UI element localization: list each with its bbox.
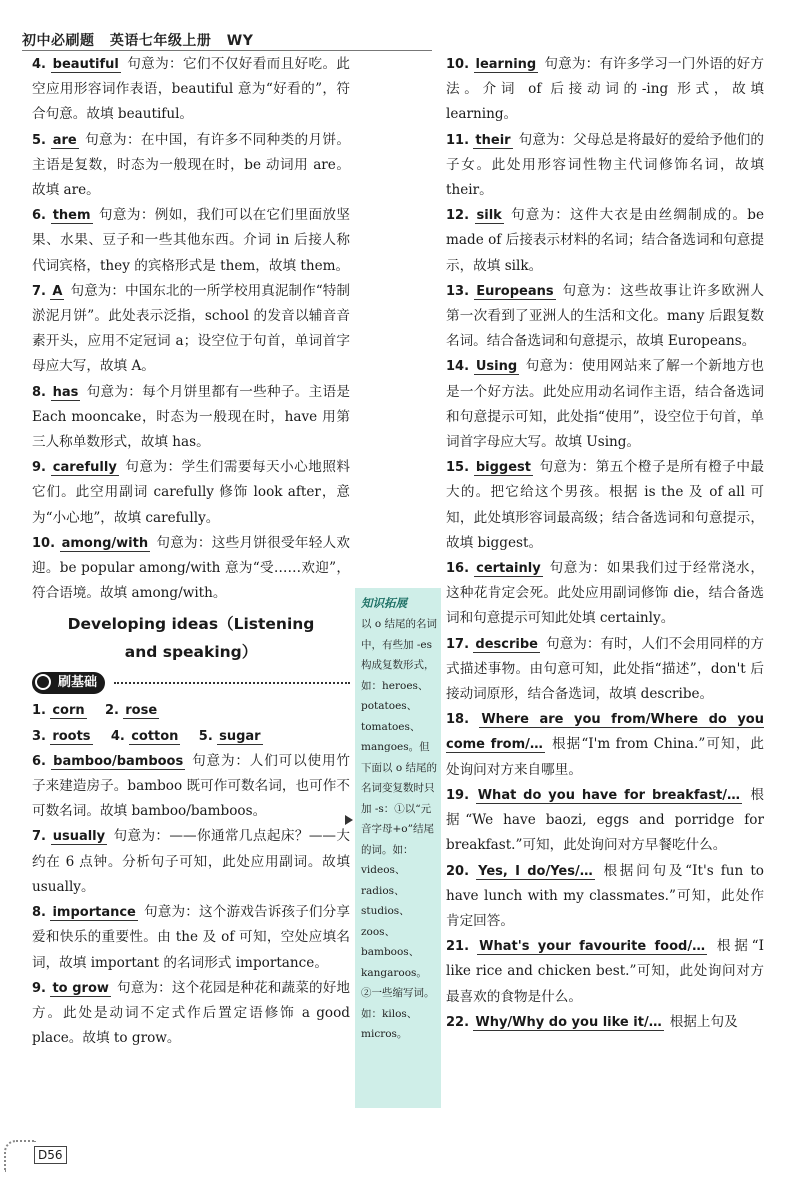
entry-number: 8. — [32, 905, 46, 921]
entry-explanation: 句意为：有时，人们不会用同样的方式描述事物。由句意可知，此处指“描述”，don't 后接动词原形，结合备选词，故填 describe。 — [446, 635, 764, 703]
entry-number: 20. — [446, 863, 470, 879]
entry-answer: learning — [475, 57, 537, 72]
entry-answer: Using — [475, 359, 518, 375]
right-column — [446, 52, 764, 1035]
answer-entry — [446, 934, 764, 1010]
entry-number: 19. — [446, 787, 470, 803]
entry-answer: Europeans — [476, 283, 554, 299]
subject-title: 英语七年级上册 — [109, 33, 212, 49]
entry-explanation: 句意为：这些月饼很受年轻人欢迎。be popular among/with 意为“受……欢迎”，符合语境。故填 among/with。 — [32, 534, 350, 602]
basics-row-2: 3. roots 4. cotton 5. sugar — [32, 728, 261, 744]
entry-number: 10. — [32, 535, 56, 551]
answer-entry — [32, 52, 350, 128]
sidebar-title: 知识拓展 — [361, 596, 407, 610]
sidebar-body: 以 o 结尾的名词中，有些加 -es 构成复数形式，如：heroes、potatoes、tomatoes、mangoes。但下面以 o 结尾的名词变复数时只加 -s：①以“元音字母+o”结尾的词。如：videos、radios、studios、zoos、bamboos、kangaroos。②一些缩写词。如：kilos、micros。 — [361, 618, 437, 1040]
entry-explanation: 句意为：第五个橙子是所有橙子中最大的。把它给这个男孩。根据 is the 及 of all 可知，此处填形容词最高级；结合备选词和句意提示，故填 biggest。 — [446, 459, 764, 551]
entry-number: 14. — [446, 359, 470, 375]
entry-number: 7. — [32, 283, 46, 299]
entry-answer: beautiful — [52, 57, 119, 72]
entry-answer: describe — [475, 636, 538, 652]
entry-answer: Why/Why do you like it/… — [475, 1014, 662, 1030]
answer-entry — [446, 783, 764, 859]
answer-entry — [32, 900, 350, 976]
entry-number: 10. — [446, 57, 470, 72]
answer-entry — [32, 128, 350, 204]
entry-number: 5. — [32, 132, 46, 148]
entry-explanation: 句意为：每个月饼里都有一些种子。主语是 Each mooncake，时态为一般现在时，have 用第三人称单数形式，故填 has。 — [32, 383, 350, 451]
entry-number: 8. — [32, 384, 46, 400]
answer-entry — [446, 632, 764, 708]
entry-explanation: 根据问句及“It's fun to have lunch with my classmates.”可知，此处作肯定回答。 — [446, 862, 764, 929]
entry-explanation: 句意为：在中国，有许多不同种类的月饼。主语是复数，时态为一般现在时，be 动词用 are。故填 are。 — [32, 131, 351, 199]
entry-answer: has — [52, 384, 79, 400]
entry-number: 17. — [446, 636, 470, 652]
entry-number: 22. — [446, 1014, 470, 1030]
entry-number: 18. — [446, 712, 470, 728]
entry-answer: importance — [52, 905, 136, 921]
answer-entry — [32, 455, 350, 531]
entry-explanation: 句意为：使用网站来了解一个新地方也是一个好方法。此处应用动名词作主语，结合备选词和句意提示可知，此处指“使用”，设空位于句首，单词首字母应大写。故填 Using。 — [446, 358, 764, 451]
entry-explanation: 根据“I'm from China.”可知，此处询问对方来自哪里。 — [446, 736, 764, 778]
entry-explanation: 句意为：——你通常几点起床？——大约在 6 点钟。分析句子可知，此处应用副词。故填 usually。 — [32, 828, 351, 895]
answer-entry — [446, 52, 764, 128]
entry-explanation: 根据“I like rice and chicken best.”可知，此处询问对方最喜欢的食物是什么。 — [446, 938, 764, 1005]
header-rule — [22, 50, 432, 51]
entry-number: 21. — [446, 939, 470, 955]
entry-explanation: 句意为：中国东北的一所学校用真泥制作“特制淤泥月饼”。此处表示泛指，school 的发音以辅音音素开头，应用不定冠词 a；设空位于句首，单词首字母应大写，故填 A。 — [32, 282, 350, 375]
entry-answer: certainly — [476, 561, 541, 577]
entry-answer: them — [52, 208, 91, 224]
basics-badge: 刷基础 — [32, 672, 105, 694]
answer-entry — [446, 128, 764, 204]
entry-explanation: 句意为：如果我们过于经常浇水，这种花肯定会死。此处应用副词修饰 die，结合备选词和句意提示可知此处填 certainly。 — [446, 560, 765, 627]
dotted-divider — [114, 682, 350, 684]
entry-number: 11. — [446, 132, 470, 148]
entry-number: 4. — [32, 57, 46, 72]
entry-number: 6. — [32, 208, 46, 224]
entry-number: 13. — [446, 283, 470, 299]
left-column — [32, 52, 350, 1051]
entry-number: 9. — [32, 980, 46, 996]
corner-decoration — [4, 1140, 36, 1172]
answer-entry — [446, 455, 764, 556]
entry-explanation: 根据上句及 — [669, 1013, 738, 1030]
answer-entry — [446, 203, 764, 279]
basics-badge-row — [32, 670, 350, 696]
book-title: 初中必刷题 — [22, 33, 95, 49]
entry-answer: biggest — [475, 460, 531, 476]
answer-entry — [446, 354, 764, 455]
knowledge-sidebar — [355, 588, 441, 1108]
entry-number: 9. — [32, 460, 46, 476]
pencil-circle-icon — [35, 674, 51, 690]
entry-answer: their — [475, 132, 511, 148]
entry-explanation: 句意为：这件大衣是由丝绸制成的。be made of 后接表示材料的名词；结合备选词和句意提示，故填 silk。 — [446, 207, 764, 274]
page-number: D56 — [34, 1146, 67, 1164]
entry-answer: carefully — [52, 460, 117, 476]
entry-answer: silk — [476, 208, 502, 224]
entry-answer: usually — [52, 829, 106, 845]
answer-entry — [32, 976, 350, 1052]
entry-explanation: 句意为：这个花园是种花和蔬菜的好地方。此处是动词不定式作后置定语修饰 a good place。故填 to grow。 — [32, 979, 350, 1047]
entry-explanation: 句意为：它们不仅好看而且好吃。此空应用形容词作表语，beautiful 意为“好看的”，符合句意。故填 beautiful。 — [32, 56, 351, 123]
entry-answer: are — [52, 132, 77, 148]
entry-number: 16. — [446, 561, 470, 577]
entry-explanation: 句意为：学生们需要每天小心地照料它们。此空用副词 carefully 修饰 look after，意为“小心地”，故填 carefully。 — [32, 459, 351, 526]
entry-number: 15. — [446, 460, 470, 476]
edition-label: WY — [226, 33, 254, 49]
answer-entry — [446, 556, 764, 632]
answer-entry — [446, 1010, 764, 1035]
sidebar-pointer-icon — [345, 815, 353, 825]
answer-entry — [32, 279, 350, 380]
entry-explanation: 句意为：例如，我们可以在它们里面放坚果、水果、豆子和一些其他东西。介词 in 后接人称代词宾格，they 的宾格形式是 them，故填 them。 — [32, 207, 350, 274]
answer-entry — [32, 531, 350, 607]
entry-answer: among/with — [61, 535, 149, 551]
answer-entry — [446, 279, 764, 355]
entry-explanation: 根据“We have baozi, eggs and porridge for breakfast.”可知，此处询问对方早餐吃什么。 — [446, 786, 764, 854]
entry-answer: bamboo/bamboos — [53, 753, 184, 769]
section-title: Developing ideas（Listening and speaking） — [67, 615, 315, 662]
entry-explanation: 句意为：这个游戏告诉孩子们分享爱和快乐的重要性。由 the 及 of 可知，空处应填名词，故填 important 的名词形式 importance。 — [32, 904, 350, 971]
answer-entry — [32, 380, 350, 456]
entry-explanation: 句意为：父母总是将最好的爱给予他们的子女。此处用形容词性物主代词修饰名词，故填 their。 — [446, 131, 765, 199]
entry-answer: A — [52, 283, 63, 299]
answer-entry — [446, 707, 764, 783]
answer-entry — [32, 749, 350, 825]
basics-row-1: 1. corn 2. rose — [32, 703, 158, 719]
page-header — [22, 30, 253, 50]
answer-entry — [32, 824, 350, 900]
entry-answer: to grow — [52, 980, 109, 996]
entry-explanation: 句意为：人们可以使用竹子来建造房子。bamboo 既可作可数名词，也可作不可数名词。故填 bamboo/bamboos。 — [32, 752, 351, 820]
answer-entry — [446, 859, 764, 935]
answer-entry — [32, 203, 350, 279]
entry-answer: What's your favourite food/… — [479, 939, 706, 955]
entry-answer: Where are you from/Where do you come from/… — [446, 712, 764, 753]
entry-explanation: 句意为：这些故事让许多欧洲人第一次看到了亚洲人的生活和文化。many 后跟复数名词。结合备选词和句意提示，故填 Europeans。 — [446, 282, 764, 350]
entry-number: 12. — [446, 208, 470, 224]
entry-answer: What do you have for breakfast/… — [477, 787, 741, 803]
entry-explanation: 句意为：有许多学习一门外语的好方法。介词 of 后接动词的-ing 形式，故填 learning。 — [446, 56, 764, 123]
entry-answer: Yes, I do/Yes/… — [478, 863, 593, 879]
entry-number: 7. — [32, 829, 46, 845]
entry-number: 6. — [32, 753, 46, 769]
